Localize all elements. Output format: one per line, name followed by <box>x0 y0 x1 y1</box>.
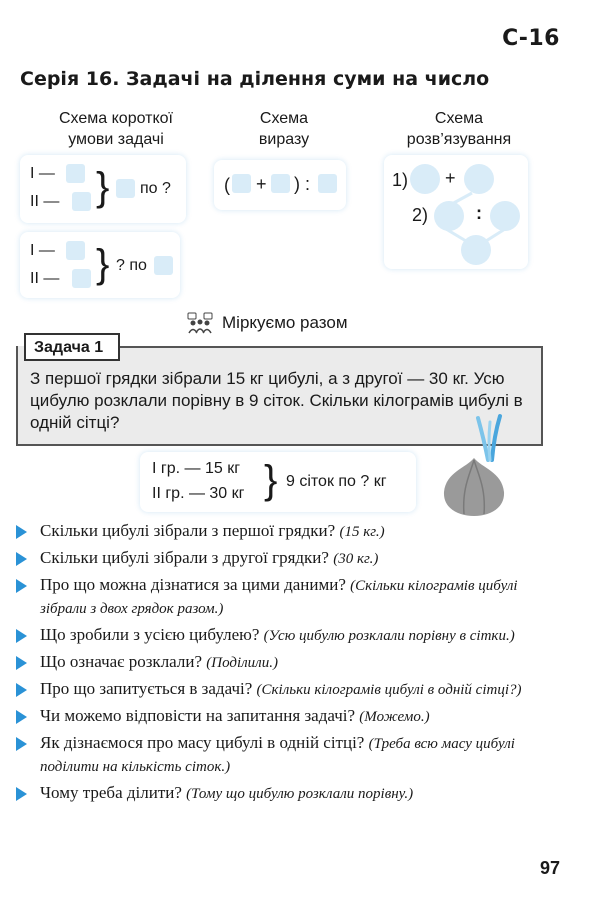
blank-box <box>116 179 135 198</box>
answer: (Треба всю масу цибулі поділити на кількість сіток.) <box>40 736 515 775</box>
list-item <box>14 705 554 728</box>
blank-box <box>232 174 251 193</box>
blank-box <box>271 174 290 193</box>
question: Що означає розклали? <box>40 652 202 671</box>
bullet-arrow-icon <box>16 737 27 751</box>
condition-line-1: I гр. — 15 кг <box>152 460 241 477</box>
plus-sign: + <box>256 174 267 194</box>
row-2-label: II — <box>30 193 60 210</box>
curly-brace-icon: } <box>96 165 110 209</box>
short-scheme-card-2 <box>20 232 180 298</box>
task-text: З першої грядки зібрали 15 кг цибулі, а з другої — 30 кг. Усю цибулю розклали порівну в 9 сіток. Скільки кілограмів цибулі в одній сітці? <box>30 369 523 432</box>
think-together <box>186 312 348 334</box>
onion-icon <box>438 454 510 518</box>
condition-line-2: II гр. — 30 кг <box>152 485 245 502</box>
expression-scheme-card <box>214 160 346 210</box>
bullet-arrow-icon <box>16 579 27 593</box>
task-frame-top <box>120 346 543 348</box>
bullet-arrow-icon <box>16 525 27 539</box>
question-list <box>14 520 554 809</box>
people-thinking-icon <box>186 312 214 334</box>
step-2-label: 2) <box>412 205 429 225</box>
blank-box <box>154 256 173 275</box>
close-divide: ) : <box>294 174 310 194</box>
list-item <box>14 574 554 620</box>
list-item <box>14 732 554 778</box>
question: Скільки цибулі зібрали з першої грядки? <box>40 521 336 540</box>
list-item <box>14 651 554 674</box>
solution-scheme-header: Схема розв’язування <box>406 110 512 148</box>
condition-right: 9 сіток по ? кг <box>286 473 387 490</box>
open-paren: ( <box>224 175 230 195</box>
blank-circle <box>461 235 491 265</box>
answer: (30 кг.) <box>333 551 379 567</box>
series-title: Серія 16. Задачі на ділення суми на число <box>20 68 490 90</box>
list-item <box>14 678 554 701</box>
task-label: Задача 1 <box>24 333 120 361</box>
row-1-label: I — <box>30 242 55 259</box>
blank-box <box>72 269 91 288</box>
blank-box <box>318 174 337 193</box>
list-item <box>14 520 554 543</box>
condition-right: ? по <box>116 257 147 274</box>
answer: (Тому що цибулю розклали порівну.) <box>186 786 414 802</box>
divide-sign: : <box>476 203 482 223</box>
condition-card <box>140 452 416 512</box>
blank-box <box>66 241 85 260</box>
bullet-arrow-icon <box>16 710 27 724</box>
blank-circle <box>434 201 464 231</box>
curly-brace-icon: } <box>96 242 110 286</box>
answer: (Усю цибулю розклали порівну в сітки.) <box>263 628 515 644</box>
answer: (Скільки кілограмів цибулі в одній сітці?) <box>256 682 522 698</box>
answer: (15 кг.) <box>339 524 385 540</box>
page-number: 97 <box>539 858 560 878</box>
bullet-arrow-icon <box>16 683 27 697</box>
lesson-code: С-16 <box>502 26 560 51</box>
solution-scheme-card <box>384 155 528 269</box>
step-1-label: 1) <box>392 170 409 190</box>
question: Як дізнаємося про масу цибулі в одній сітці? <box>40 733 365 752</box>
expression-scheme-header: Схема виразу <box>258 110 310 148</box>
row-2-label: II — <box>30 270 60 287</box>
blank-box <box>72 192 91 211</box>
question: Що зробили з усією цибулею? <box>40 625 260 644</box>
blank-circle <box>464 164 494 194</box>
bullet-arrow-icon <box>16 552 27 566</box>
list-item <box>14 624 554 647</box>
bullet-arrow-icon <box>16 629 27 643</box>
curly-brace-icon: } <box>264 458 278 502</box>
question: Чому треба ділити? <box>40 783 182 802</box>
short-scheme-header: Схема короткої умови задачі <box>59 110 173 148</box>
blank-box <box>66 164 85 183</box>
question: Скільки цибулі зібрали з другої грядки? <box>40 548 329 567</box>
list-item <box>14 547 554 570</box>
answer: (Скільки кілограмів цибулі зібрали з двох грядок разом.) <box>40 578 518 617</box>
answer: (Можемо.) <box>359 709 430 725</box>
plus-sign: + <box>445 168 456 188</box>
row-1-label: I — <box>30 165 55 182</box>
bullet-arrow-icon <box>16 656 27 670</box>
blank-circle <box>490 201 520 231</box>
bullet-arrow-icon <box>16 787 27 801</box>
answer: (Поділили.) <box>206 655 278 671</box>
condition-right: по ? <box>140 180 171 197</box>
question: Про що запитується в задачі? <box>40 679 253 698</box>
question: Чи можемо відповісти на запитання задачі? <box>40 706 356 725</box>
think-together-label: Міркуємо разом <box>222 313 348 332</box>
short-scheme-card-1 <box>20 155 186 223</box>
blank-circle <box>410 164 440 194</box>
question: Про що можна дізнатися за цими даними? <box>40 575 346 594</box>
list-item <box>14 782 554 805</box>
